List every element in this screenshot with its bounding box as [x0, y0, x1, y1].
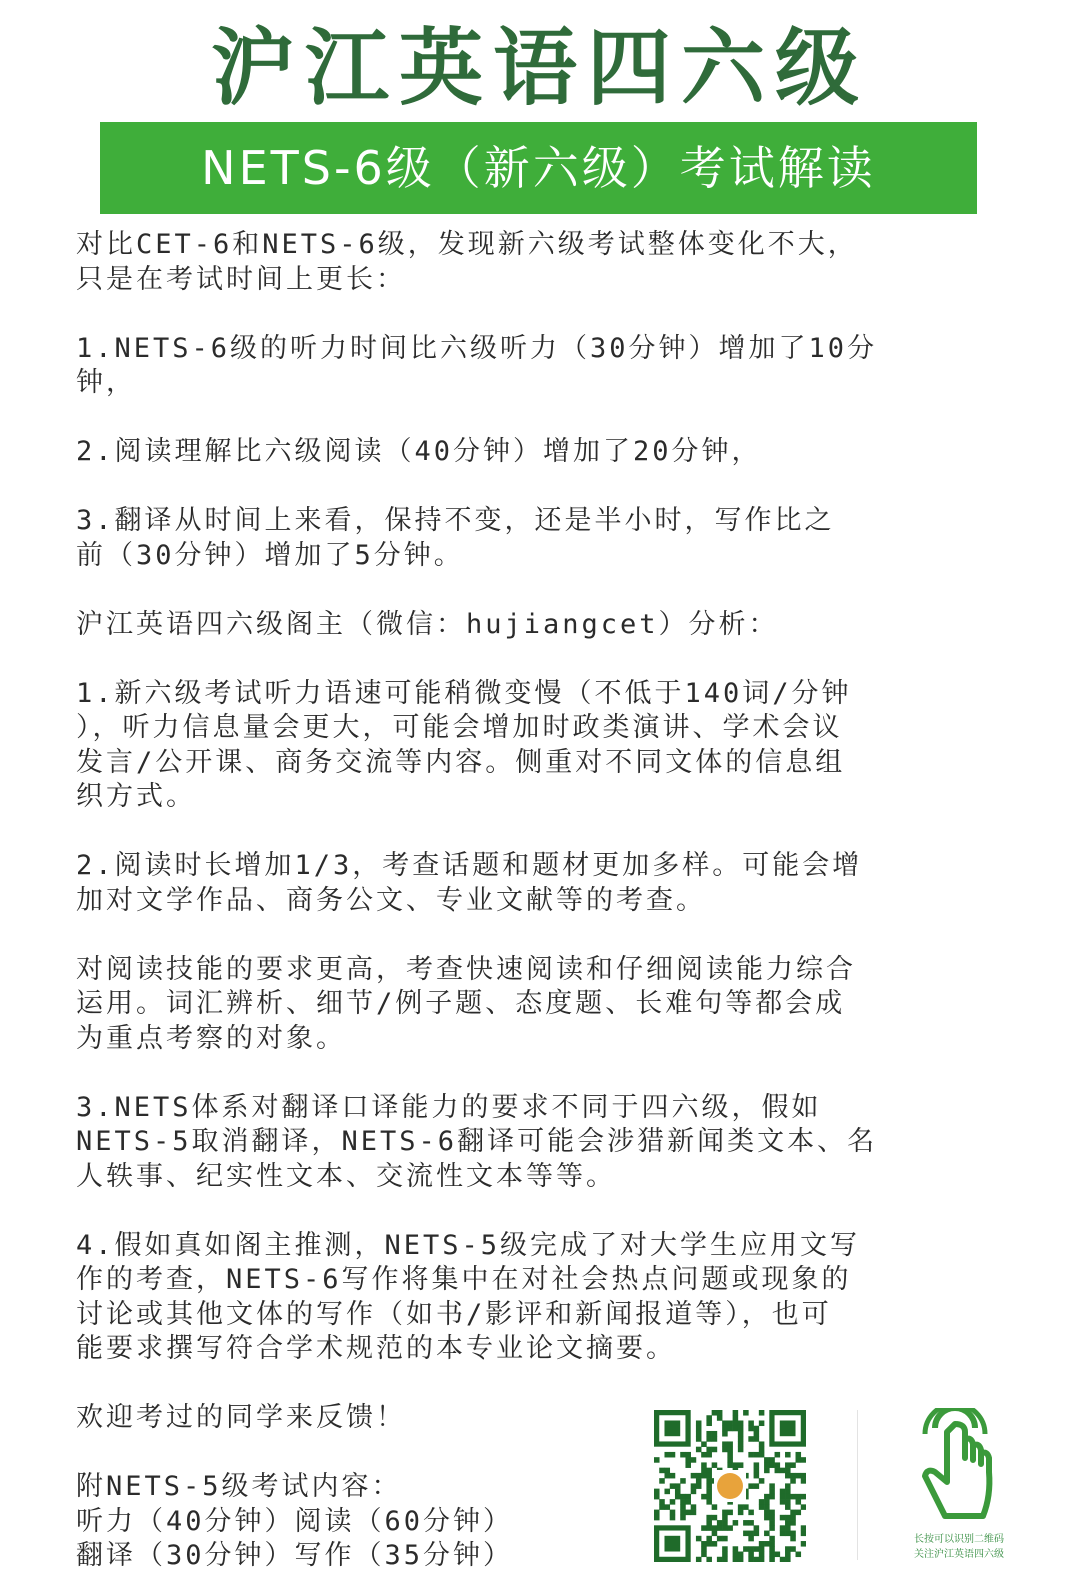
- appendix-line: 翻译（30分钟）写作（35分钟）: [76, 1540, 514, 1571]
- article-body: [76, 228, 956, 1574]
- tap-hand-icon: [905, 1408, 1005, 1528]
- paragraph: 对阅读技能的要求更高，考查快速阅读和仔细阅读能力综合 运用。词汇辨析、细节/例子题、态度题、长难句等都会成 为重点考察的对象。: [76, 953, 856, 1054]
- paragraph: 对比CET-6和NETS-6级，发现新六级考试整体变化不大， 只是在考试时间上更长：: [76, 229, 858, 295]
- paragraph: 4.假如真如阁主推测，NETS-5级完成了对大学生应用文写 作的考查，NETS-6写作将集中在对社会热点问题或现象的 讨论或其他文体的写作（如书/影评和新闻报道等），也可 能要求撰写符合学术规范的本专业论文摘要。: [76, 1229, 861, 1364]
- divider: [857, 1410, 858, 1560]
- page-title: 沪江英语四六级: [210, 18, 869, 117]
- paragraph: 沪江英语四六级阁主（微信：hujiangcet）分析：: [76, 608, 779, 640]
- paragraph: 1.新六级考试听力语速可能稍微变慢（不低于140词/分钟 ），听力信息量会更大，可能会增加时政类演讲、学术会议 发言/公开课、商务交流等内容。侧重对不同文体的信息组 织方式。: [76, 677, 852, 812]
- paragraph: 1.NETS-6级的听力时间比六级听力（30分钟）增加了10分 钟，: [76, 332, 878, 398]
- title-banner: NETS-6级（新六级）考试解读: [100, 122, 977, 214]
- paragraph: 2.阅读时长增加1/3，考查话题和题材更加多样。可能会增 加对文学作品、商务公文、专业文献等的考查。: [76, 850, 863, 916]
- qr-code-icon[interactable]: [654, 1410, 806, 1562]
- paragraph: 3.翻译从时间上来看，保持不变，还是半小时，写作比之 前（30分钟）增加了5分钟。: [76, 505, 835, 571]
- paragraph: 欢迎考过的同学来反馈！: [76, 1402, 406, 1433]
- follow-caption: 关注沪江英语四六级: [914, 1549, 1004, 1560]
- qr-code-graphic: [654, 1410, 806, 1562]
- paragraph: 3.NETS体系对翻译口译能力的要求不同于四六级，假如 NETS-5取消翻译，NETS-6翻译可能会涉猎新闻类文本、名 人轶事、纪实性文本、交流性文本等等。: [76, 1091, 878, 1192]
- appendix-title: 附NETS-5级考试内容：: [76, 1471, 402, 1502]
- appendix-line: 听力（40分钟）阅读（60分钟）: [76, 1505, 514, 1537]
- qr-caption: 长按可以识别二维码: [914, 1534, 1004, 1545]
- paragraph: 2.阅读理解比六级阅读（40分钟）增加了20分钟，: [76, 436, 762, 467]
